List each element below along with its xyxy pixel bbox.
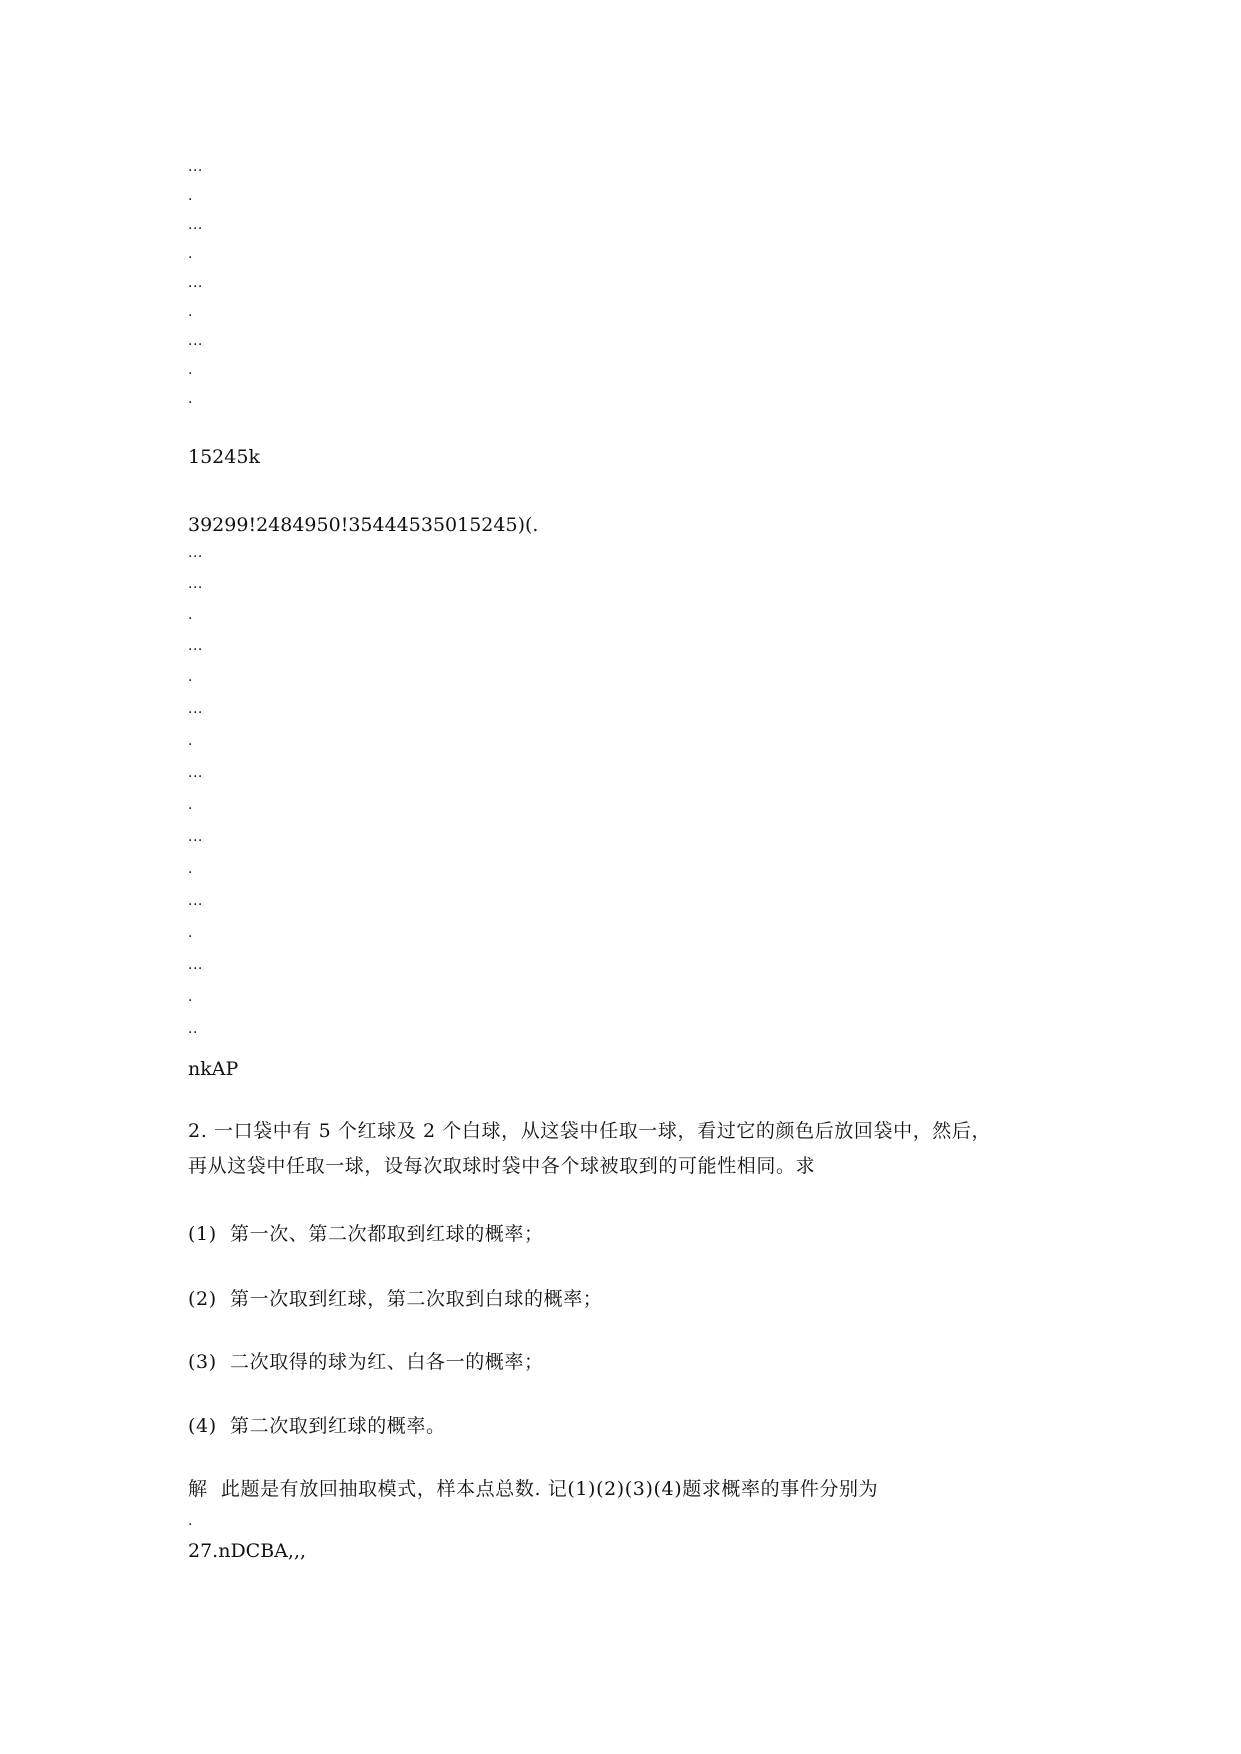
dot-line: . — [188, 669, 193, 685]
ellipsis-line: ... — [188, 545, 203, 561]
ellipsis-line: ... — [188, 217, 203, 233]
ellipsis-line: ... — [188, 765, 203, 781]
dot-line: . — [188, 989, 193, 1005]
problem-part: (3) 二次取得的球为红、白各一的概率； — [188, 1351, 544, 1373]
dot-line: . — [188, 188, 193, 204]
dot-line: . — [188, 362, 193, 378]
dot-line: . — [188, 246, 193, 262]
dot-line: . — [188, 925, 193, 941]
dot-line: . — [188, 733, 193, 749]
problem-statement-line: 再从这袋中任取一球，设每次取球时袋中各个球被取到的可能性相同。求 — [188, 1155, 816, 1177]
problem-statement-line: 2. 一口袋中有 5 个红球及 2 个白球，从这袋中任取一球，看过它的颜色后放回袋中，然后， — [188, 1120, 992, 1142]
problem-part: (4) 第二次取到红球的概率。 — [188, 1415, 446, 1437]
ellipsis-line: ... — [188, 159, 203, 175]
formula-text: 15245k — [188, 446, 260, 468]
solution-text: 解 此题是有放回抽取模式，样本点总数. 记(1)(2)(3)(4)题求概率的事件分别为 — [188, 1478, 879, 1500]
ellipsis-line: ... — [188, 701, 203, 717]
formula-text: nkAP — [188, 1058, 239, 1080]
ellipsis-line: ... — [188, 957, 203, 973]
ellipsis-line: ... — [188, 275, 203, 291]
dot-line: . — [188, 391, 193, 407]
formula-text: 27.nDCBA,,, — [188, 1540, 307, 1562]
ellipsis-line: ... — [188, 893, 203, 909]
dot-line: . — [188, 797, 193, 813]
ellipsis-line: ... — [188, 829, 203, 845]
dot-line: .. — [188, 1021, 198, 1037]
ellipsis-line: ... — [188, 333, 203, 349]
dot-line: . — [188, 1513, 193, 1529]
problem-part: (2) 第一次取到红球，第二次取到白球的概率； — [188, 1288, 603, 1310]
ellipsis-line: ... — [188, 576, 203, 592]
dot-line: . — [188, 861, 193, 877]
dot-line: . — [188, 607, 193, 623]
ellipsis-line: ... — [188, 638, 203, 654]
dot-line: . — [188, 304, 193, 320]
formula-text: 39299!2484950!35444535015245)(. — [188, 514, 539, 536]
problem-part: (1) 第一次、第二次都取到红球的概率； — [188, 1223, 544, 1245]
